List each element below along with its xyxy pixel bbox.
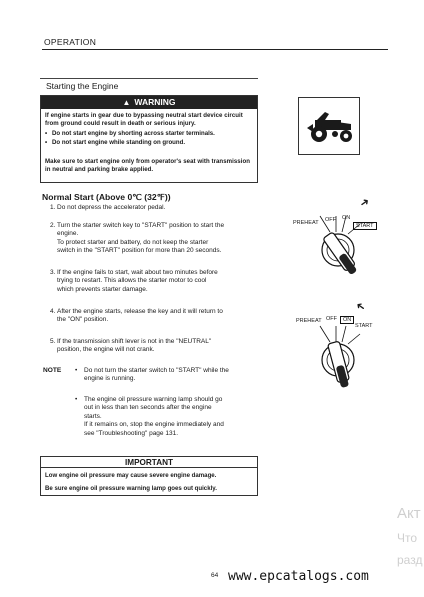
step-line: switch in the "START" position for more than 20 seconds. (57, 247, 222, 255)
switch-label-off: OFF (325, 217, 336, 223)
warning-bullet: • Do not start engine by shorting across starter terminals. (45, 130, 215, 137)
warning-title: WARNING (134, 97, 176, 107)
note-line: out in less than ten seconds after the engine (84, 404, 212, 412)
note-bullet: • (75, 367, 78, 374)
switch-label-off: OFF (326, 316, 337, 322)
overlay-text: Что (397, 531, 418, 545)
note-line: starts. (84, 412, 102, 420)
step-line: trying to restart. This allows the starter motor to cool (57, 277, 207, 285)
step-number: 3. (50, 269, 56, 276)
overlay-text: разд (397, 553, 423, 567)
switch-label-start: START (355, 323, 373, 329)
switch-label-on: ON (342, 215, 351, 221)
step-line: If the transmission shift lever is not in the "NEUTRAL" (57, 338, 212, 345)
switch-label-on: ON (340, 316, 354, 324)
step-line: engine. (57, 230, 79, 238)
switch-label-start: START (353, 222, 377, 230)
step-line: After the engine starts, release the key and it will return to (57, 308, 223, 315)
step-number: 5. (50, 338, 56, 345)
step-item (50, 269, 260, 294)
warning-bullet: • Do not start engine while standing on ground. (45, 139, 186, 146)
step-item (50, 204, 260, 212)
important-line: Low engine oil pressure may cause severe engine damage. (45, 472, 217, 479)
key-switch-icon (292, 202, 382, 284)
step-number: 1. (50, 204, 56, 211)
running-header: OPERATION (44, 37, 97, 47)
step-number: 4. (50, 308, 56, 315)
step-line: position, the engine will not crank. (57, 346, 155, 354)
note-item (75, 396, 259, 438)
step-line: the "ON" position. (57, 316, 109, 324)
step-number: 2. (50, 222, 56, 229)
step-item (50, 222, 260, 256)
step-line: Do not depress the accelerator pedal. (57, 204, 166, 211)
tractor-icon (299, 98, 361, 156)
warning-header (41, 96, 257, 109)
switch-label-preheat: PREHEAT (293, 220, 319, 226)
switch-label-preheat: PREHEAT (296, 318, 322, 324)
arrow-icon: ➜ (353, 298, 369, 314)
footer-url[interactable]: www.epcatalogs.com (228, 569, 369, 584)
warning-bullet-text: Do not start engine while standing on ground. (52, 139, 186, 146)
note-line: If it remains on, stop the engine immediately and (84, 421, 224, 429)
note-item (75, 367, 259, 384)
note-bullet: • (75, 396, 78, 403)
overlay-text: Акт (397, 505, 421, 522)
step-item (50, 308, 260, 325)
warning-triangle-icon: ▲ (122, 98, 131, 107)
important-line: Be sure engine oil pressure warning lamp goes out quickly. (45, 485, 217, 492)
important-title: IMPORTANT (41, 457, 257, 468)
warning-bullet-text: Do not start engine by shorting across starter terminals. (52, 130, 215, 137)
arrow-icon: ➜ (357, 195, 373, 211)
section-title: Starting the Engine (46, 81, 119, 91)
step-item (50, 338, 260, 355)
note-label: NOTE (43, 367, 62, 374)
header-rule (42, 49, 388, 50)
note-line: see "Troubleshooting" page 131. (84, 429, 178, 437)
step-line: To protect starter and battery, do not keep the starter (57, 238, 209, 246)
warning-intro: If engine starts in gear due to bypassing neutral start device circuit from ground could result in death or serious injury. (45, 112, 243, 128)
step-line: which prevents starter damage. (57, 285, 148, 293)
step-line: If the engine fails to start, wait about two minutes before (57, 269, 218, 276)
note-line: The engine oil pressure warning lamp should go (84, 396, 223, 403)
note-line: Do not turn the starter switch to "START" while the (84, 367, 229, 374)
normal-start-heading: Normal Start (Above 0℃ (32℉)) (42, 192, 171, 202)
step-line: Turn the starter switch key to "START" position to start the (57, 222, 225, 229)
tractor-illustration-frame (298, 97, 360, 155)
page-number: 64 (211, 572, 219, 579)
note-line: engine is running. (84, 375, 136, 383)
warning-outro: Make sure to start engine only from operator's seat with transmission in neutral and parking brake applied. (45, 158, 251, 174)
